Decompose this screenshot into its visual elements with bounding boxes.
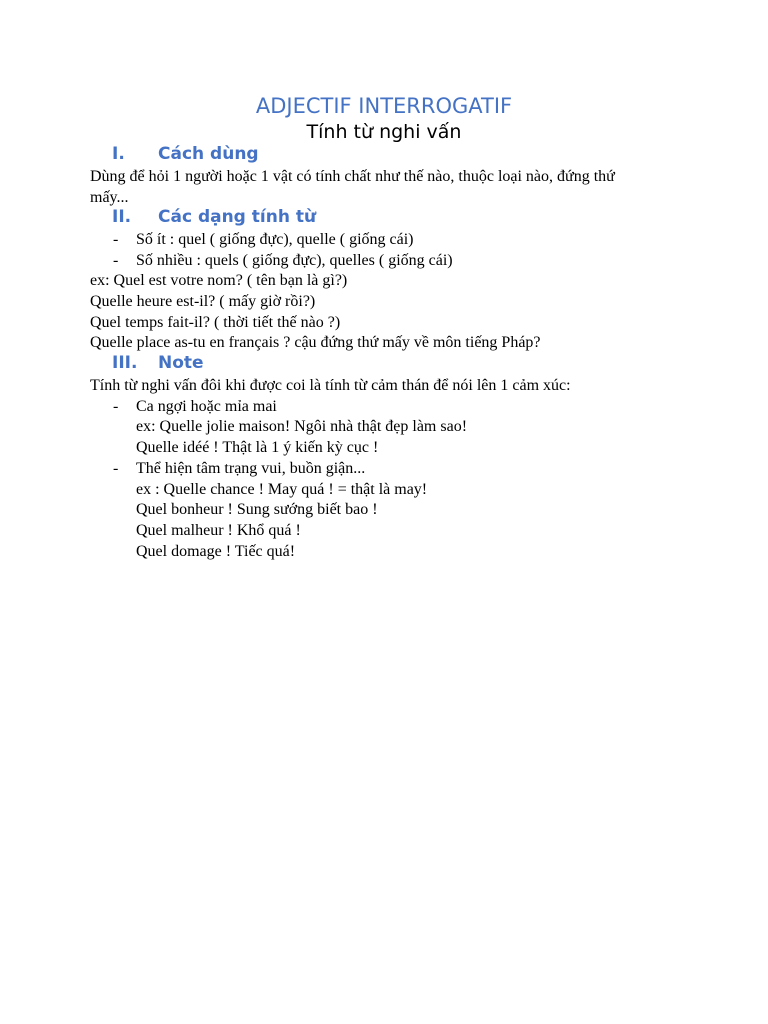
section-title: Cách dùng bbox=[158, 144, 259, 164]
bullet-item: Thể hiện tâm trạng vui, buồn giận... bbox=[136, 460, 366, 477]
example-line: ex : Quelle chance ! May quá ! = thật là may! bbox=[136, 481, 428, 498]
bullet-dash: - bbox=[113, 460, 119, 477]
paragraph-line: mấy... bbox=[90, 189, 129, 206]
section-title: Các dạng tính từ bbox=[158, 207, 317, 227]
example-line: Quel temps fait-il? ( thời tiết thế nào ?) bbox=[90, 314, 341, 331]
bullet-item: Ca ngợi hoặc mỉa mai bbox=[136, 398, 277, 415]
section-title: Note bbox=[158, 353, 204, 373]
example-line: Quel domage ! Tiếc quá! bbox=[136, 543, 296, 560]
bullet-dash: - bbox=[113, 252, 119, 269]
example-line: Quelle place as-tu en français ? cậu đứng thứ mấy về môn tiếng Pháp? bbox=[90, 334, 541, 351]
example-line: Quelle heure est-il? ( mấy giờ rồi?) bbox=[90, 293, 316, 310]
paragraph-line: Dùng để hỏi 1 người hoặc 1 vật có tính chất như thế nào, thuộc loại nào, đứng thứ bbox=[90, 168, 615, 185]
bullet-dash: - bbox=[113, 398, 119, 415]
example-line: Quel bonheur ! Sung sướng biết bao ! bbox=[136, 501, 378, 518]
bullet-dash: - bbox=[113, 231, 119, 248]
example-line: Quel malheur ! Khổ quá ! bbox=[136, 522, 301, 539]
section-number: II. bbox=[112, 207, 132, 227]
bullet-item: Số ít : quel ( giống đực), quelle ( giống cái) bbox=[136, 231, 414, 248]
example-line: Quelle idéé ! Thật là 1 ý kiến kỳ cục ! bbox=[136, 439, 379, 456]
section-number: III. bbox=[112, 353, 138, 373]
section-number: I. bbox=[112, 144, 125, 164]
paragraph-line: Tính từ nghi vấn đôi khi được coi là tính từ cảm thán để nói lên 1 cảm xúc: bbox=[90, 377, 571, 394]
document-title: ADJECTIF INTERROGATIF bbox=[255, 94, 513, 118]
example-line: ex: Quel est votre nom? ( tên bạn là gì?) bbox=[90, 272, 348, 289]
example-line: ex: Quelle jolie maison! Ngôi nhà thật đẹp làm sao! bbox=[136, 418, 468, 435]
document-subtitle: Tính từ nghi vấn bbox=[306, 121, 462, 143]
bullet-item: Số nhiều : quels ( giống đực), quelles ( giống cái) bbox=[136, 252, 453, 269]
